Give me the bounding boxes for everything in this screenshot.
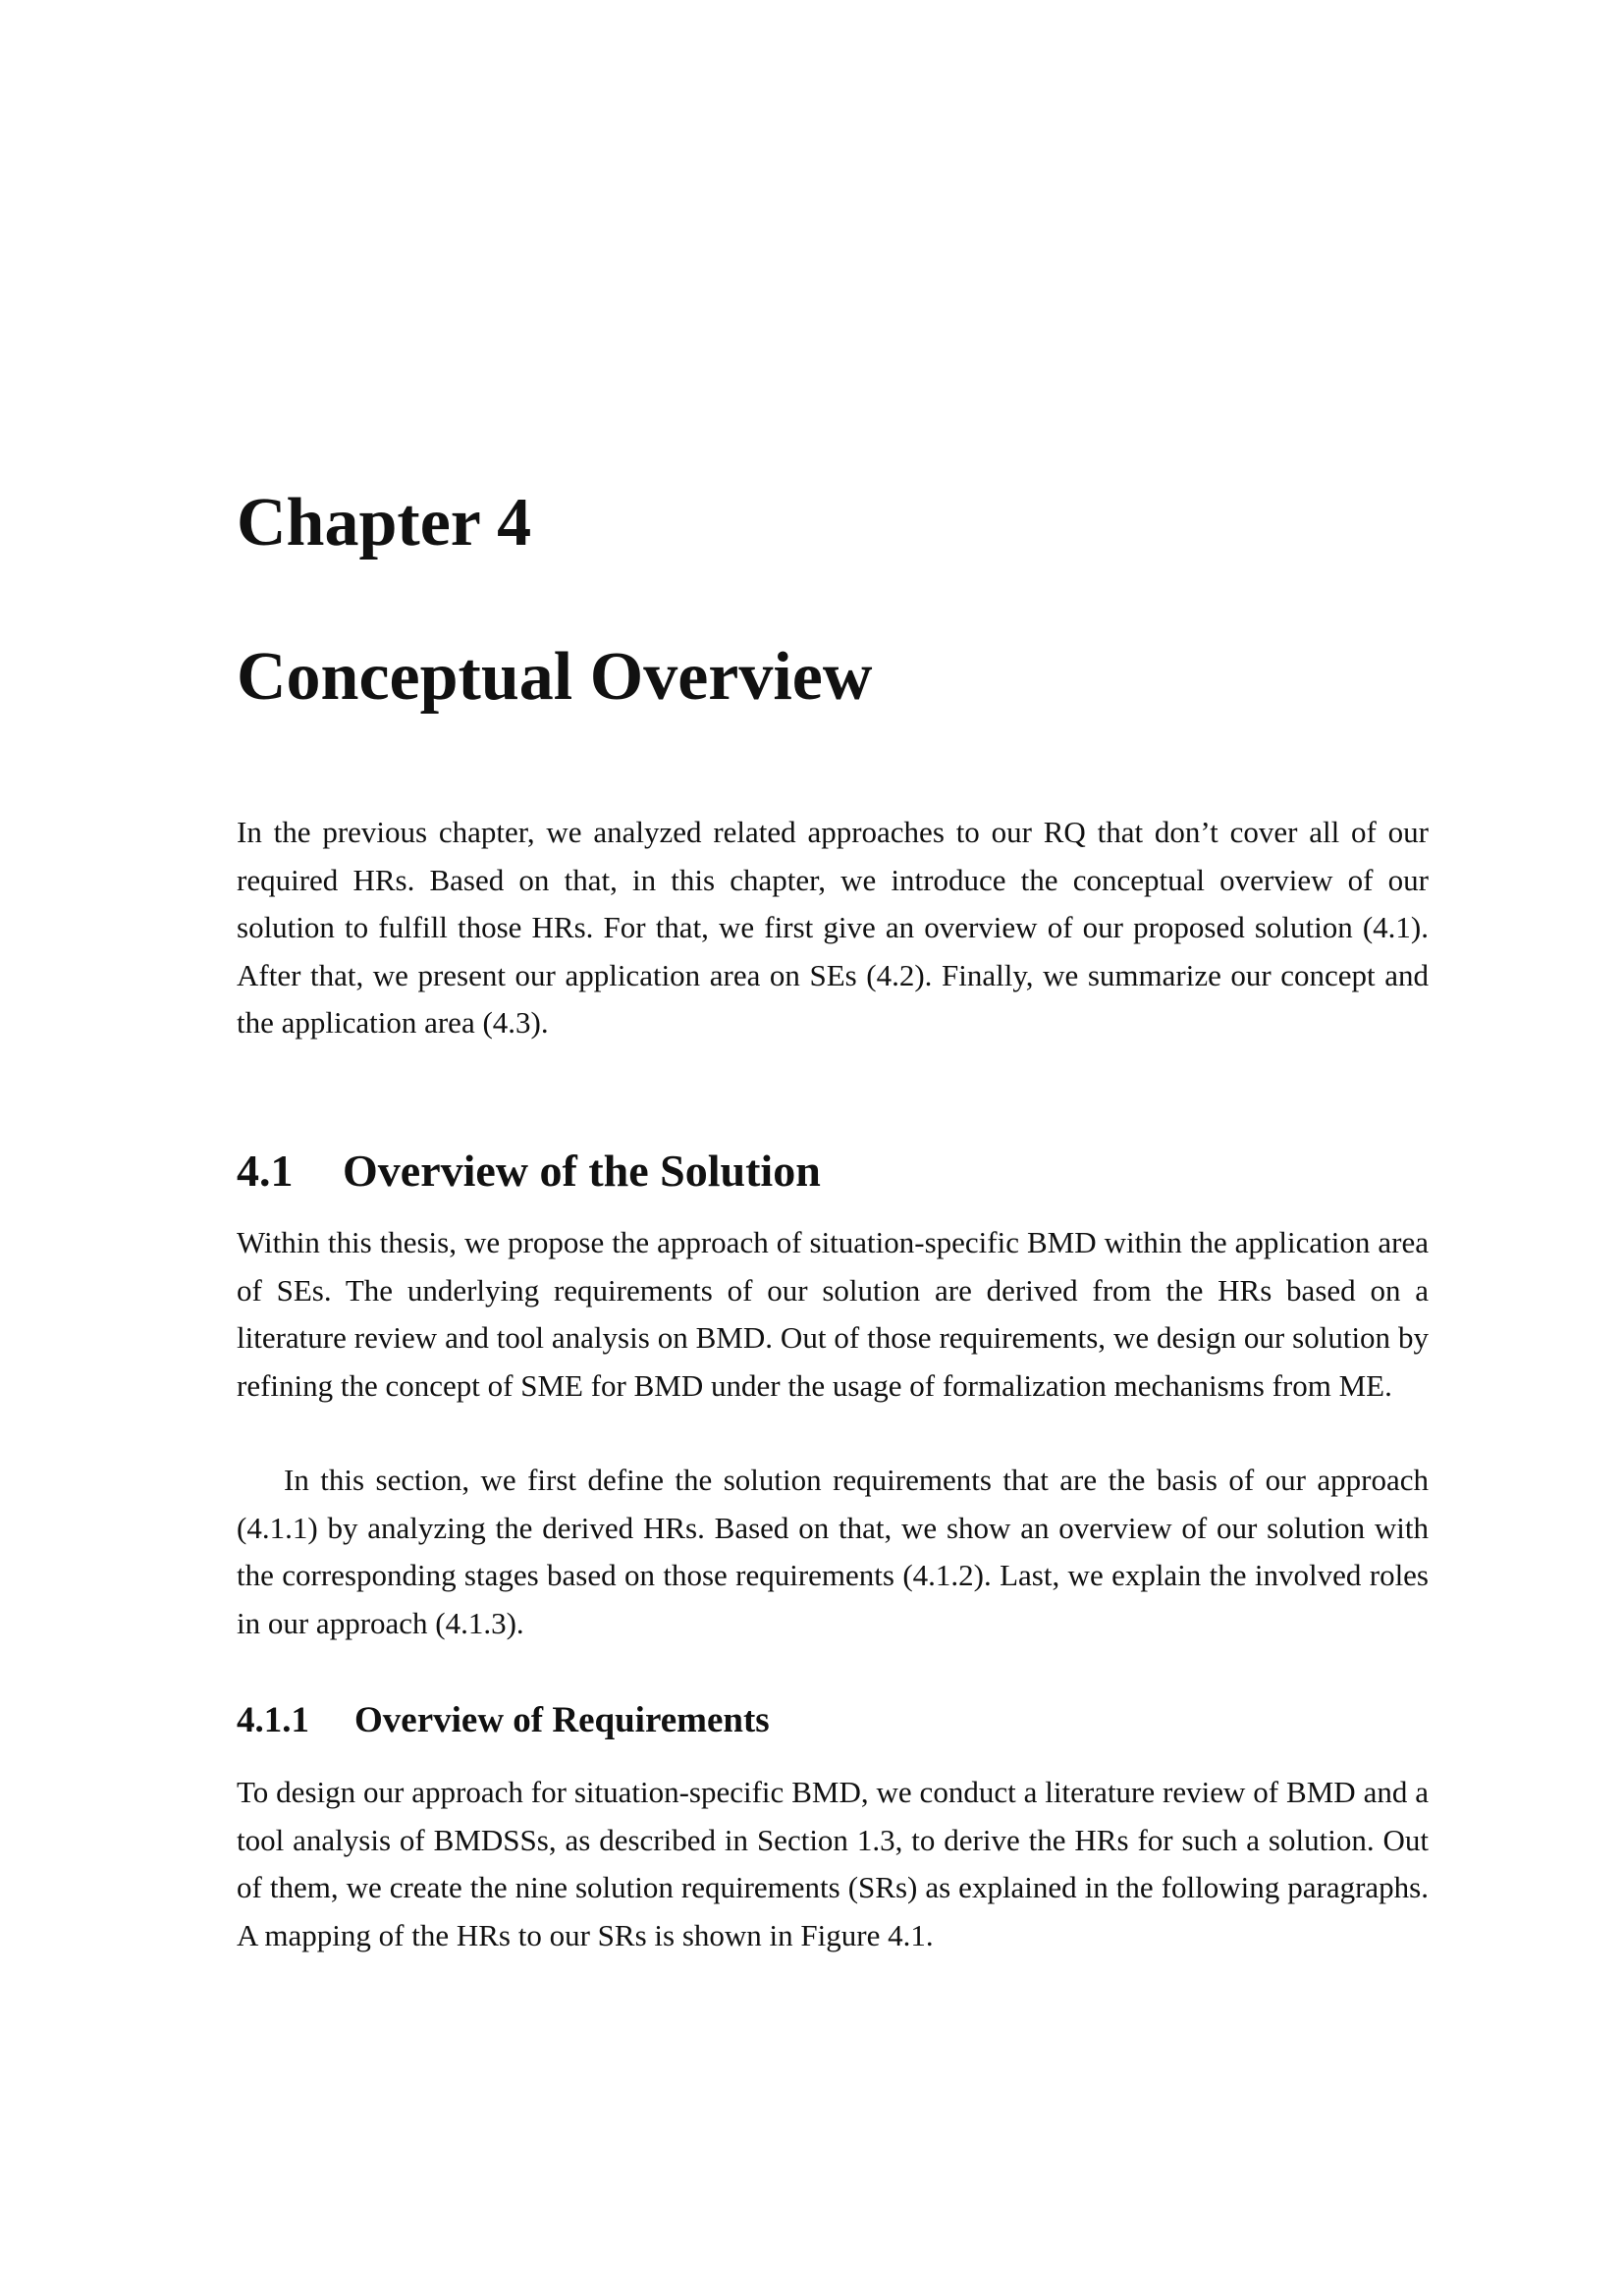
subsection-paragraph: To design our approach for situation-specific BMD, we conduct a literature review of BMD and a tool analysis of BMDSSs, as described in Section 1.3, to derive the HRs for such a solution. Out of them, we create the nine solution requirements (SRs) as explained in the following paragraphs. A mapping of the HRs to our SRs is shown in Figure 4.1. bbox=[237, 1775, 1429, 1952]
subsection-title: Overview of Requirements bbox=[354, 1700, 770, 1740]
subsection-number: 4.1.1 bbox=[237, 1700, 309, 1740]
chapter-intro-paragraph: In the previous chapter, we analyzed related approaches to our RQ that don’t cover all of our required HRs. Based on that, in this chapter, we introduce the conceptual overview of our solution to fulfill those HRs. For that, we first give an overview of our proposed solution (4.1). After that, we present our application area on SEs (4.2). Finally, we summarize our concept and the application area (4.3). bbox=[237, 815, 1429, 1040]
chapter-label: Chapter 4 bbox=[237, 485, 532, 561]
section-paragraph: In this section, we first define the solution requirements that are the basis of our approach (4.1.1) by analyzing the derived HRs. Based on that, we show an overview of our solution with the corresponding stages based on those requirements (4.1.2). Last, we explain the involved roles in our approach (4.1.3). bbox=[237, 1463, 1429, 1640]
subsection-heading bbox=[237, 1702, 770, 1738]
section-number: 4.1 bbox=[237, 1146, 294, 1196]
section-paragraph: Within this thesis, we propose the approach of situation-specific BMD within the application area of SEs. The underlying requirements of our solution are derived from the HRs based on a literature review and tool analysis on BMD. Out of those requirements, we design our solution by refining the concept of SME for BMD under the usage of formalization mechanisms from ME. bbox=[237, 1225, 1429, 1403]
section-title: Overview of the Solution bbox=[343, 1146, 821, 1196]
chapter-title: Conceptual Overview bbox=[237, 639, 873, 715]
section-heading bbox=[237, 1148, 821, 1194]
